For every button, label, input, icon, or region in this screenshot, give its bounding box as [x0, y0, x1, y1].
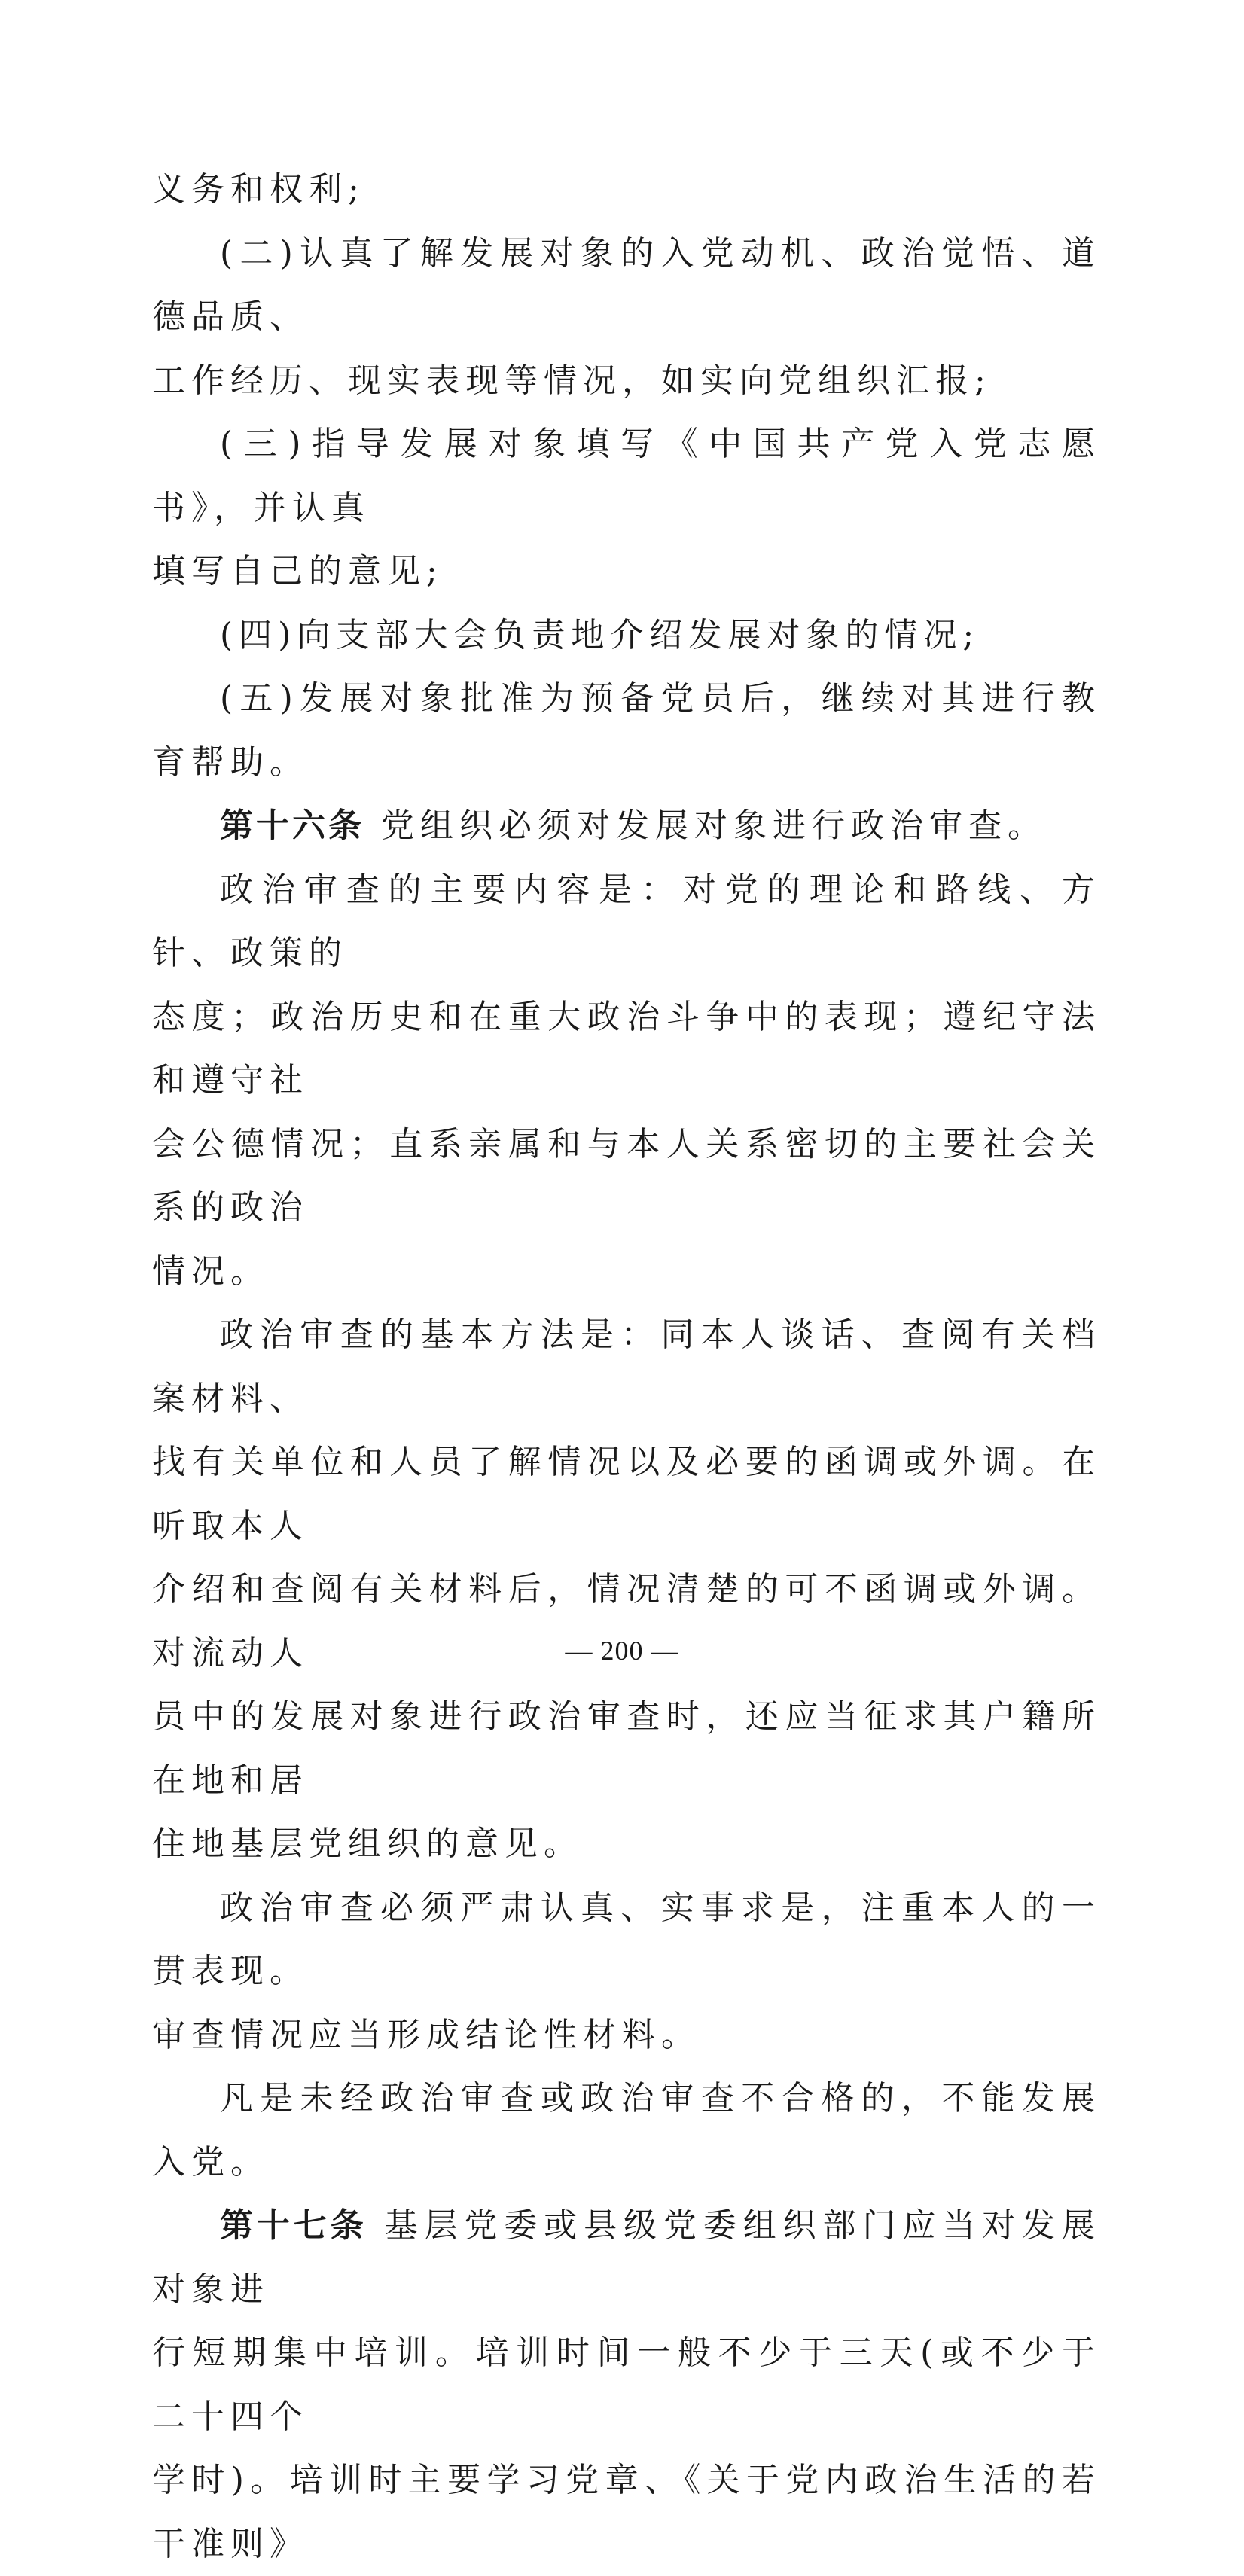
line-text: 党组织必须对发展对象进行政治审查。 [364, 806, 1047, 845]
text-line [152, 2194, 1101, 2321]
line-text: 介绍和查阅有关材料后，情况清楚的可不函调或外调。对流动人 [152, 1570, 1101, 1672]
text-line [152, 222, 1101, 349]
text-line [152, 1303, 1101, 1431]
line-text: (四)向支部大会负责地介绍发展对象的情况; [220, 615, 980, 654]
line-text: 找有关单位和人员了解情况以及必要的函调或外调。在听取本人 [152, 1443, 1101, 1545]
line-text: 义务和权利; [152, 170, 365, 209]
line-text: 凡是未经政治审查或政治审查不合格的，不能发展入党。 [152, 2079, 1101, 2181]
page-number: — 200 — [565, 1636, 679, 1666]
line-text: 政治审查的主要内容是：对党的理论和路线、方针、政策的 [152, 870, 1101, 972]
text-line [152, 158, 1101, 222]
line-text: 员中的发展对象进行政治审查时，还应当征求其户籍所在地和居 [152, 1697, 1101, 1800]
line-text: (二)认真了解发展对象的入党动机、政治觉悟、道德品质、 [152, 233, 1101, 336]
text-line [152, 858, 1101, 986]
text-line [152, 794, 1101, 858]
line-text: 住地基层党组织的意见。 [152, 1825, 583, 1863]
text-line [152, 1812, 1101, 1876]
text-line [152, 349, 1101, 413]
text-line [152, 1113, 1101, 1240]
text-line [152, 413, 1101, 540]
text-line [152, 1876, 1101, 2004]
line-text: 基层党委或县级党委组织部门应当对发展对象进 [152, 2206, 1101, 2309]
line-text: 情况。 [152, 1251, 270, 1291]
line-text: 政治审查的基本方法是：同本人谈话、查阅有关档案材料、 [152, 1315, 1101, 1418]
text-line [152, 1240, 1101, 1304]
line-text: 工作经历、现实表现等情况，如实向党组织汇报; [152, 361, 992, 400]
text-line [152, 1431, 1101, 1558]
text-line [152, 604, 1101, 668]
document-body [152, 158, 1101, 2576]
line-text: 政治审查必须严肃认真、实事求是，注重本人的一贯表现。 [152, 1888, 1101, 1990]
text-line [152, 2321, 1101, 2449]
line-text: 审查情况应当形成结论性材料。 [152, 2015, 700, 2054]
text-line [152, 1558, 1101, 1685]
line-text: (三)指导发展对象填写《中国共产党入党志愿书》，并认真 [152, 425, 1101, 527]
line-text: 会公德情况；直系亲属和与本人关系密切的主要社会关系的政治 [152, 1124, 1101, 1227]
line-text: 行短期集中培训。培训时间一般不少于三天(或不少于二十四个 [152, 2334, 1101, 2436]
line-text: 填写自己的意见; [152, 552, 444, 590]
article-heading: 第十七条 [220, 2206, 367, 2245]
line-text: 学时)。培训时主要学习党章、《关于党内政治生活的若干准则》 [152, 2461, 1101, 2563]
text-line [152, 2004, 1101, 2068]
line-text: (五)发展对象批准为预备党员后，继续对其进行教育帮助。 [152, 679, 1101, 782]
text-line [152, 540, 1101, 604]
text-line [152, 667, 1101, 794]
line-text: 态度；政治历史和在重大政治斗争中的表现；遵纪守法和遵守社 [152, 997, 1101, 1099]
text-line [152, 2067, 1101, 2194]
text-line [152, 2449, 1101, 2576]
text-line [152, 986, 1101, 1113]
text-line [152, 1685, 1101, 1812]
article-heading: 第十六条 [220, 806, 364, 845]
